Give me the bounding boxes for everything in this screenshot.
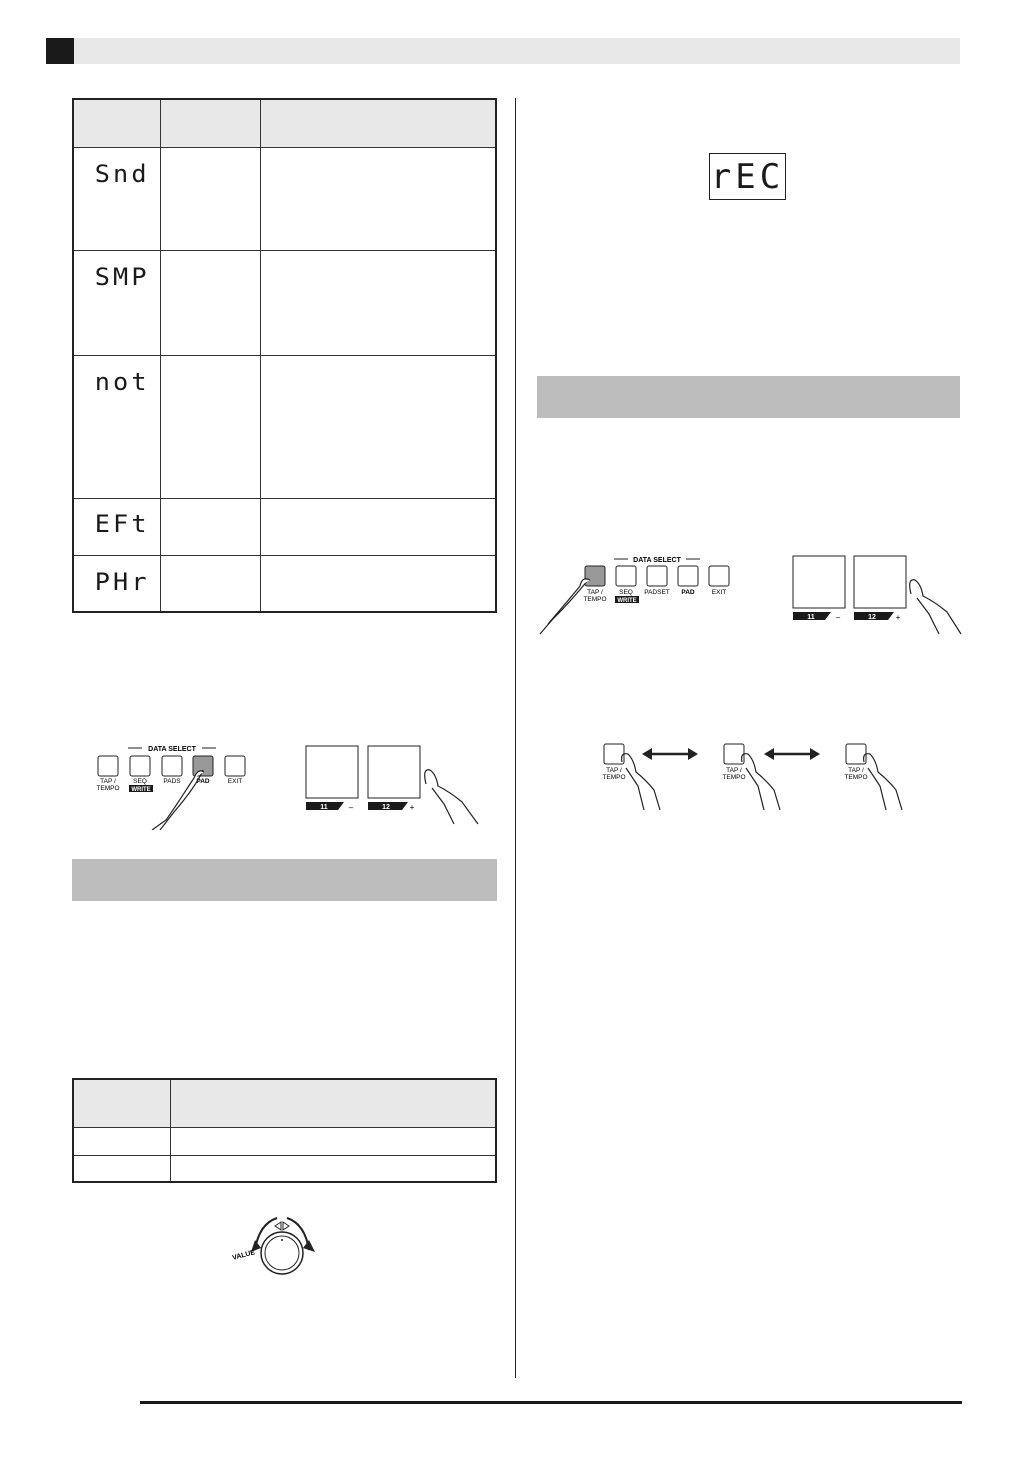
data-select-label: DATA SELECT: [633, 557, 681, 564]
hand-icon: [742, 754, 780, 810]
table-row-divider: [74, 147, 495, 148]
tempo-label: TEMPO: [583, 596, 607, 603]
display-code: EFt: [94, 510, 150, 538]
pad-12-label: 12: [382, 804, 390, 811]
column-divider: [515, 98, 516, 1378]
tap-label: TAP /: [606, 767, 622, 774]
lcd-display: [709, 153, 786, 200]
display-code: PHr: [94, 568, 150, 596]
pad-11-12-illustration: [791, 554, 966, 639]
value-knob-illustration: [225, 1210, 335, 1285]
plus-label: +: [409, 803, 415, 812]
pad-12: [368, 746, 420, 798]
table-row-divider: [74, 1155, 495, 1156]
pad-label: PAD: [196, 778, 210, 785]
seq-label: SEQ: [619, 589, 633, 596]
tap-sequence-illustration: [596, 738, 916, 818]
seq-label: SEQ: [133, 778, 147, 785]
page-header-bar: [52, 38, 960, 64]
pad-11-12-illustration: [304, 744, 484, 829]
minus-label: –: [348, 803, 354, 812]
padset-label: PADSET: [644, 589, 670, 596]
tap-tempo-button-pressed: [585, 566, 605, 586]
display-code-table: [72, 98, 497, 613]
exit-button: [709, 566, 729, 586]
table-row-divider: [74, 355, 495, 356]
pad-11-label: 11: [320, 804, 328, 811]
tap-label: TAP /: [848, 767, 864, 774]
section-heading-bar: [537, 376, 960, 418]
hand-icon: [864, 754, 902, 810]
tap-tempo-button-illustration: [536, 550, 736, 640]
padset-button: [647, 566, 667, 586]
hand-icon: [622, 754, 660, 810]
minus-label: –: [835, 613, 841, 622]
value-label: VALUE: [231, 1249, 256, 1262]
table-row-divider: [74, 555, 495, 556]
padset-button: [162, 756, 182, 776]
tempo-label: TEMPO: [722, 774, 746, 781]
section-heading-bar: [72, 859, 497, 901]
tap-label: TAP /: [587, 589, 603, 596]
plus-label: +: [895, 613, 901, 622]
hand-icon: [910, 580, 961, 634]
tap-tempo-button: [604, 744, 624, 764]
value-knob: [261, 1232, 303, 1274]
lcd-display-text: rEC: [710, 157, 785, 197]
tempo-label: TEMPO: [844, 774, 868, 781]
page-header-marker: [46, 38, 74, 64]
tap-label: TAP /: [726, 767, 742, 774]
pad-button-illustration: [86, 740, 266, 830]
tempo-label: TEMPO: [602, 774, 626, 781]
data-select-label: DATA SELECT: [148, 746, 196, 753]
padset-label: PADS: [163, 778, 181, 785]
display-code: Snd: [94, 160, 150, 188]
table-row-divider: [74, 1127, 495, 1128]
table-row-divider: [74, 498, 495, 499]
write-label: WRITE: [617, 598, 637, 604]
display-code: not: [94, 368, 150, 396]
table-col-divider: [170, 1080, 171, 1181]
pad-button-pressed: [193, 756, 213, 776]
pad-11: [306, 746, 358, 798]
tap-tempo-button: [98, 756, 118, 776]
table-row-divider: [74, 250, 495, 251]
seq-button: [616, 566, 636, 586]
pad-button: [678, 566, 698, 586]
tap-tempo-button: [724, 744, 744, 764]
pad-11: [793, 556, 845, 608]
tap-label: TAP /: [100, 778, 116, 785]
tempo-label: TEMPO: [96, 785, 120, 792]
table-header: [74, 1080, 495, 1127]
pad-label: PAD: [681, 589, 695, 596]
display-code: SMP: [94, 263, 150, 291]
table-header: [74, 100, 495, 147]
hand-icon: [425, 770, 478, 824]
pad-12-label: 12: [868, 614, 876, 621]
pad-11-label: 11: [807, 614, 815, 621]
exit-label: EXIT: [711, 589, 727, 596]
footer-rule: [140, 1401, 962, 1404]
pad-12: [854, 556, 906, 608]
hand-icon: [540, 580, 588, 634]
tap-tempo-button: [846, 744, 866, 764]
exit-button: [225, 756, 245, 776]
write-label: WRITE: [131, 787, 151, 793]
seq-button: [130, 756, 150, 776]
setting-table: [72, 1078, 497, 1183]
exit-label: EXIT: [227, 778, 243, 785]
